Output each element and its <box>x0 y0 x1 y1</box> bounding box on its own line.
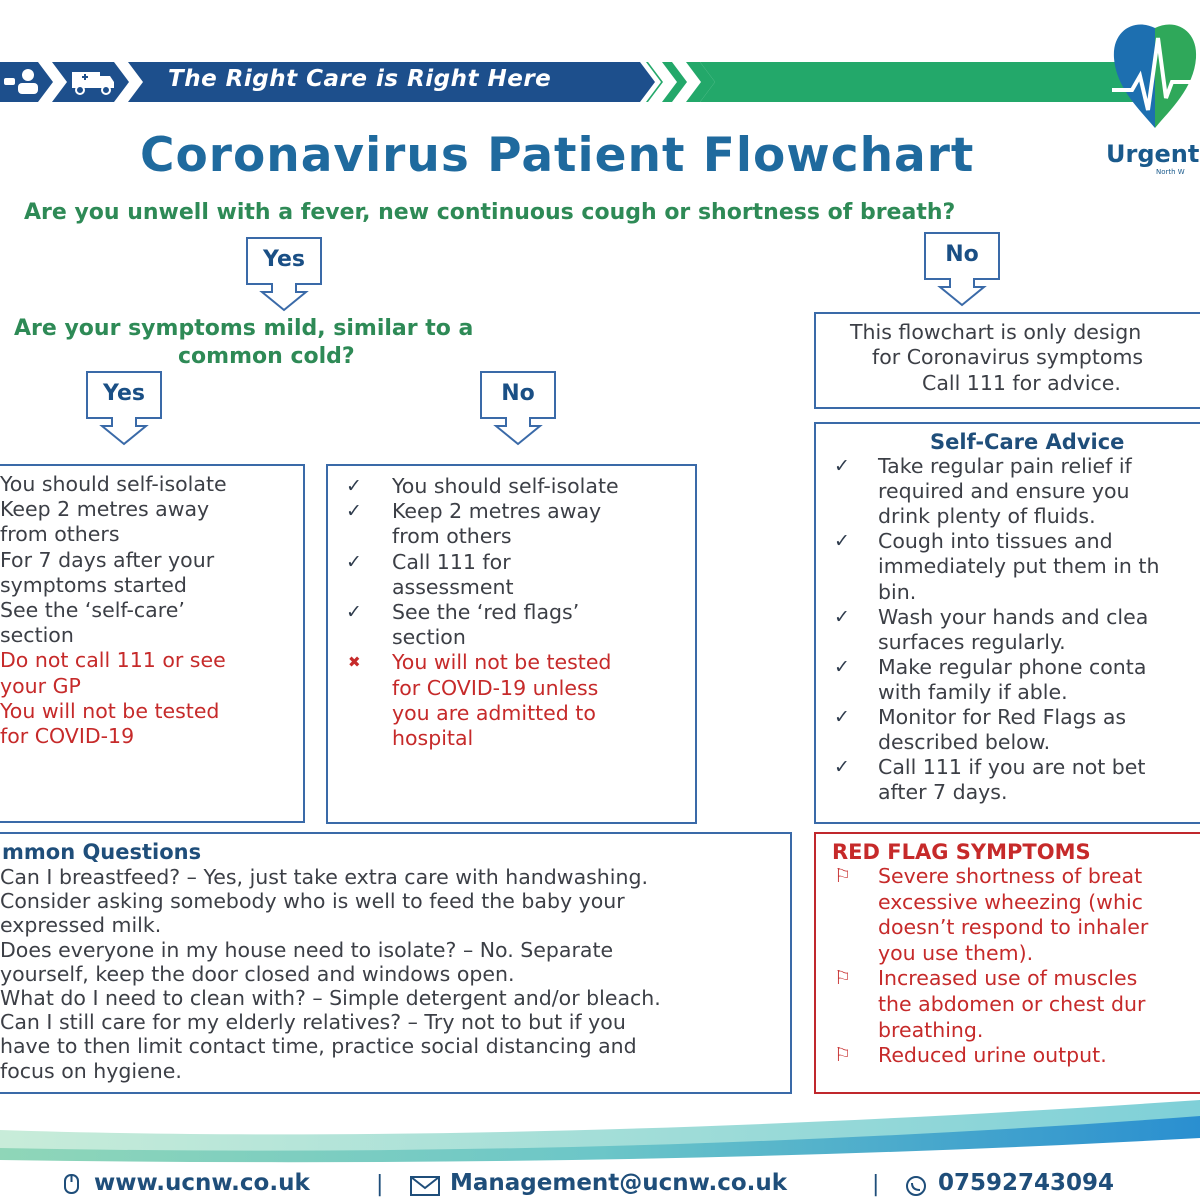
question-line: Can I still care for my elderly relatives? – Try not to but if you <box>0 1010 626 1035</box>
yes-label-main: Yes <box>263 247 305 272</box>
not-mild-box-line: from others <box>392 524 512 549</box>
brand-subtitle: North W <box>1156 168 1185 176</box>
flag-icon: ⚐ <box>834 967 852 990</box>
mild-box-line: symptoms started <box>0 572 187 597</box>
self-care-line: immediately put them in th <box>878 554 1160 579</box>
mild-box-line: You will not be tested <box>0 698 220 723</box>
flag-icon: ⚐ <box>834 865 852 887</box>
not-mild-box-line: You will not be tested <box>392 650 612 675</box>
self-care-line: surfaces regularly. <box>878 629 1066 654</box>
question-fever: Are you unwell with a fever, new continuous cough or shortness of breath? <box>24 200 956 225</box>
self-care-heading: Self-Care Advice <box>930 430 1125 454</box>
mild-symptoms-box <box>0 464 305 823</box>
ambulance-icon <box>70 68 116 96</box>
red-flag-box <box>814 832 1200 1094</box>
red-flag-line: Severe shortness of breat <box>878 864 1143 888</box>
check-icon: ✓ <box>834 655 850 678</box>
question-line: yourself, keep the door closed and windows open. <box>0 961 515 986</box>
mild-box-line: For 7 days after your <box>0 547 215 572</box>
mild-box-line: See the ‘self-care’ <box>0 598 185 622</box>
check-icon: ✓ <box>346 500 362 523</box>
mild-box-line: You should self-isolate <box>0 472 227 496</box>
self-care-line: Make regular phone conta <box>878 654 1147 679</box>
no-arrow-mild <box>480 371 556 447</box>
question-line: focus on hygiene. <box>0 1058 182 1083</box>
not-mild-box-line: You should self-isolate <box>392 474 619 498</box>
mild-box-line: from others <box>0 522 120 547</box>
mouse-icon <box>62 1172 84 1196</box>
check-icon: ✓ <box>834 530 850 553</box>
mild-box-line: your GP <box>0 673 81 698</box>
footer-separator: | <box>872 1172 880 1197</box>
red-flag-line: you use them). <box>878 940 1034 965</box>
not-mild-box-line: See the ‘red flags’ <box>392 600 580 624</box>
no-label-main: No <box>945 242 979 267</box>
question-mild-line1: Are your symptoms mild, similar to a <box>14 316 474 341</box>
question-line: Does everyone in my house need to isolate? – No. Separate <box>0 937 614 962</box>
banner-tagline: The Right Care is Right Here <box>168 66 552 92</box>
self-care-line: Monitor for Red Flags as <box>878 705 1127 729</box>
self-care-line: bin. <box>878 579 917 604</box>
footer-website[interactable]: www.ucnw.co.uk <box>94 1170 310 1196</box>
red-flag-heading: RED FLAG SYMPTOMS <box>832 840 1091 864</box>
check-icon: ✓ <box>346 550 362 573</box>
footer-wave <box>0 1090 1200 1170</box>
self-care-line: Cough into tissues and <box>878 529 1113 554</box>
red-flag-line: Increased use of muscles <box>878 966 1138 991</box>
not-covid-box <box>814 312 1200 409</box>
mild-box-line: Keep 2 metres away <box>0 497 210 522</box>
self-care-line: Call 111 if you are not bet <box>878 755 1146 780</box>
question-mild-line2: common cold? <box>178 344 355 369</box>
mail-icon <box>410 1176 440 1196</box>
not-mild-box-line: Call 111 for <box>392 549 511 574</box>
red-flag-line: Reduced urine output. <box>878 1043 1107 1068</box>
red-flag-line: doesn’t respond to inhaler <box>878 915 1149 940</box>
no-arrow-main <box>924 232 1000 308</box>
self-care-box <box>814 422 1200 824</box>
not-mild-box-line: section <box>392 625 466 650</box>
self-care-line: with family if able. <box>878 679 1068 704</box>
footer-phone[interactable]: 07592743094 <box>938 1170 1115 1196</box>
page-title: Coronavirus Patient Flowchart <box>140 128 975 183</box>
footer-email[interactable]: Management@ucnw.co.uk <box>450 1170 788 1196</box>
self-care-line: required and ensure you <box>878 479 1130 504</box>
cross-icon: ✖ <box>348 653 361 672</box>
yes-arrow-main <box>246 237 322 313</box>
heartbeat-logo-icon <box>1110 18 1200 136</box>
not-covid-line: for Coronavirus symptoms <box>872 345 1144 369</box>
question-line: have to then limit contact time, practice social distancing and <box>0 1034 637 1059</box>
not-covid-line: Call 111 for advice. <box>922 371 1121 395</box>
self-care-line: Wash your hands and clea <box>878 604 1149 629</box>
red-flag-line: the abdomen or chest dur <box>878 992 1146 1016</box>
red-flag-line: breathing. <box>878 1017 984 1042</box>
yes-label-mild: Yes <box>103 381 145 406</box>
common-questions-box <box>0 832 792 1094</box>
not-mild-box-line: you are admitted to <box>392 700 596 725</box>
no-label-mild: No <box>501 381 535 406</box>
check-icon: ✓ <box>834 756 850 779</box>
check-icon: ✓ <box>834 455 850 477</box>
yes-arrow-mild <box>86 371 162 447</box>
red-flag-line: excessive wheezing (whic <box>878 889 1143 914</box>
not-mild-symptoms-box <box>326 464 697 824</box>
footer-separator: | <box>376 1172 384 1197</box>
not-mild-box-line: Keep 2 metres away <box>392 499 602 524</box>
question-line: Consider asking somebody who is well to feed the baby your <box>0 889 625 914</box>
check-icon: ✓ <box>834 605 850 628</box>
check-icon: ✓ <box>346 601 362 623</box>
self-care-line: Take regular pain relief if <box>878 454 1132 478</box>
patient-icon <box>4 66 44 98</box>
mild-box-line: section <box>0 623 74 648</box>
flag-icon: ⚐ <box>834 1044 852 1067</box>
self-care-line: described below. <box>878 730 1051 755</box>
not-mild-box-line: hospital <box>392 726 474 750</box>
question-line: expressed milk. <box>0 913 162 938</box>
question-line: What do I need to clean with? – Simple detergent and/or bleach. <box>0 986 661 1010</box>
mild-box-line: Do not call 111 or see <box>0 648 226 673</box>
self-care-line: after 7 days. <box>878 780 1008 805</box>
not-mild-box-line: assessment <box>392 574 514 599</box>
not-mild-box-line: for COVID-19 unless <box>392 675 599 700</box>
phone-icon <box>904 1174 928 1198</box>
common-questions-heading: mmon Questions <box>2 840 202 864</box>
check-icon: ✓ <box>834 706 850 728</box>
check-icon: ✓ <box>346 475 362 497</box>
not-covid-line: This flowchart is only design <box>850 320 1142 344</box>
brand-name: Urgent <box>1106 140 1200 168</box>
mild-box-line: for COVID-19 <box>0 724 135 748</box>
self-care-line: drink plenty of fluids. <box>878 504 1096 529</box>
question-line: Can I breastfeed? – Yes, just take extra care with handwashing. <box>0 865 649 889</box>
